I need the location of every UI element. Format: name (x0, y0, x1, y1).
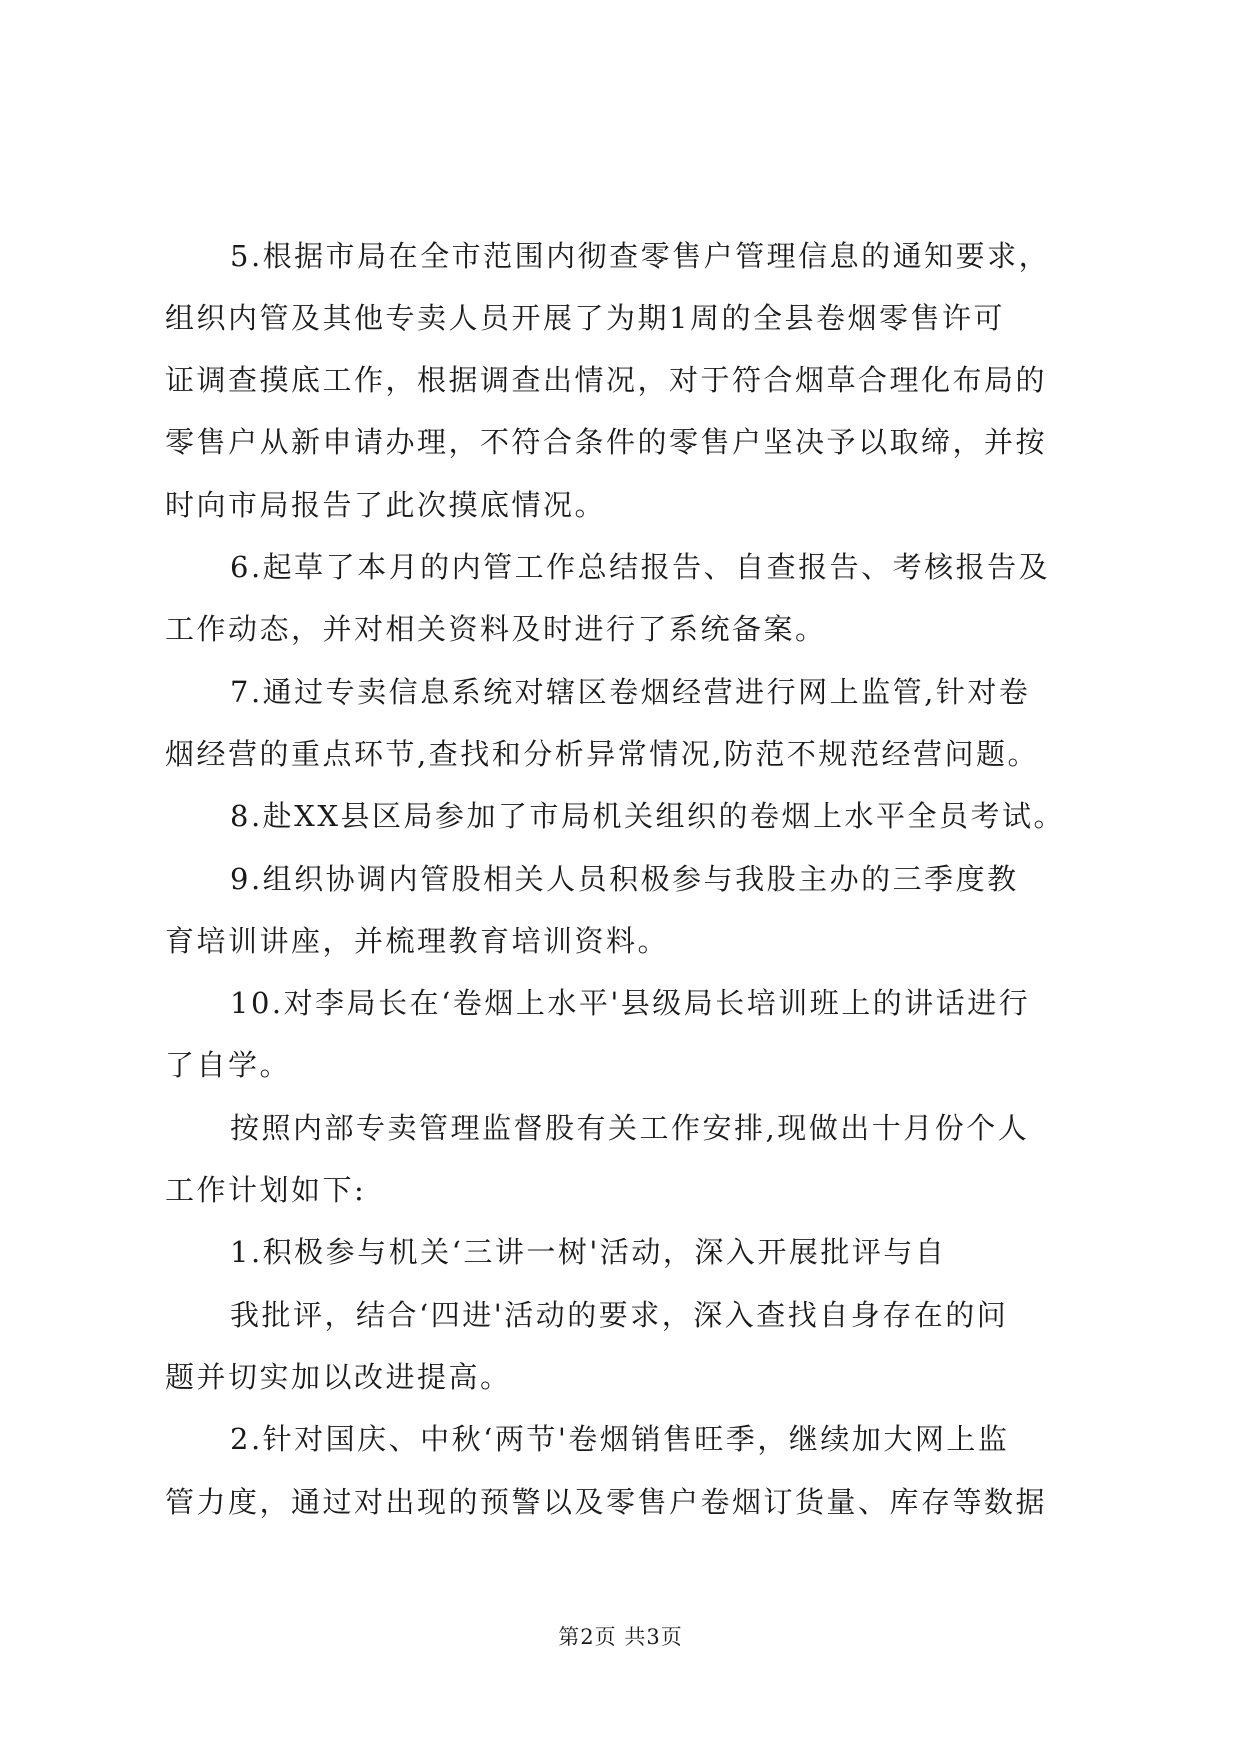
paragraph-line: 2.针对国庆、中秋‘两节'卷烟销售旺季，继续加大网上监 (230, 1422, 1010, 1456)
paragraph-line: 零售户从新申请办理，不符合条件的零售户坚决予以取缔，并按 (165, 425, 1048, 459)
paragraph-line: 育培训讲座，并梳理教育培训资料。 (165, 924, 670, 958)
paragraph-line: 5.根据市局在全市范围内彻查零售户管理信息的通知要求， (230, 239, 1051, 273)
paragraph-line: 8.赴XX县区局参加了市局机关组织的卷烟上水平全员考试。 (230, 799, 1065, 833)
paragraph-line: 按照内部专卖管理监督股有关工作安排,现做出十月份个人 (230, 1111, 1030, 1145)
paragraph-line: 我批评，结合‘四进'活动的要求，深入查找自身存在的问 (230, 1298, 1009, 1332)
paragraph-line: 工作动态，并对相关资料及时进行了系统备案。 (165, 612, 827, 646)
paragraph-line: 1.积极参与机关‘三讲一树'活动，深入开展批评与自 (230, 1235, 947, 1269)
paragraph-line: 证调查摸底工作，根据调查出情况，对于符合烟草合理化布局的 (165, 363, 1048, 397)
paragraph-line: 时向市局报告了此次摸底情况。 (165, 488, 607, 522)
paragraph-line: 烟经营的重点环节,查找和分析异常情况,防范不规范经营问题。 (165, 737, 1039, 771)
paragraph-line: 组织内管及其他专卖人员开展了为期1周的全县卷烟零售许可 (165, 301, 1005, 335)
paragraph-line: 7.通过专卖信息系统对辖区卷烟经营进行网上监管,针对卷 (230, 675, 1031, 709)
page-number-footer: 第2页 共3页 (558, 1625, 683, 1649)
paragraph-line: 工作计划如下: (165, 1173, 367, 1207)
paragraph-line: 10.对李局长在‘卷烟上水平'县级局长培训班上的讲话进行 (230, 986, 1031, 1020)
paragraph-line: 6.起草了本月的内管工作总结报告、自查报告、考核报告及 (230, 550, 1051, 584)
paragraph-line: 了自学。 (165, 1048, 292, 1082)
paragraph-line: 管力度，通过对出现的预警以及零售户卷烟订货量、库存等数据 (165, 1485, 1048, 1519)
paragraph-line: 题并切实加以改进提高。 (165, 1360, 512, 1394)
paragraph-line: 9.组织协调内管股相关人员积极参与我股主办的三季度教 (230, 862, 1019, 896)
